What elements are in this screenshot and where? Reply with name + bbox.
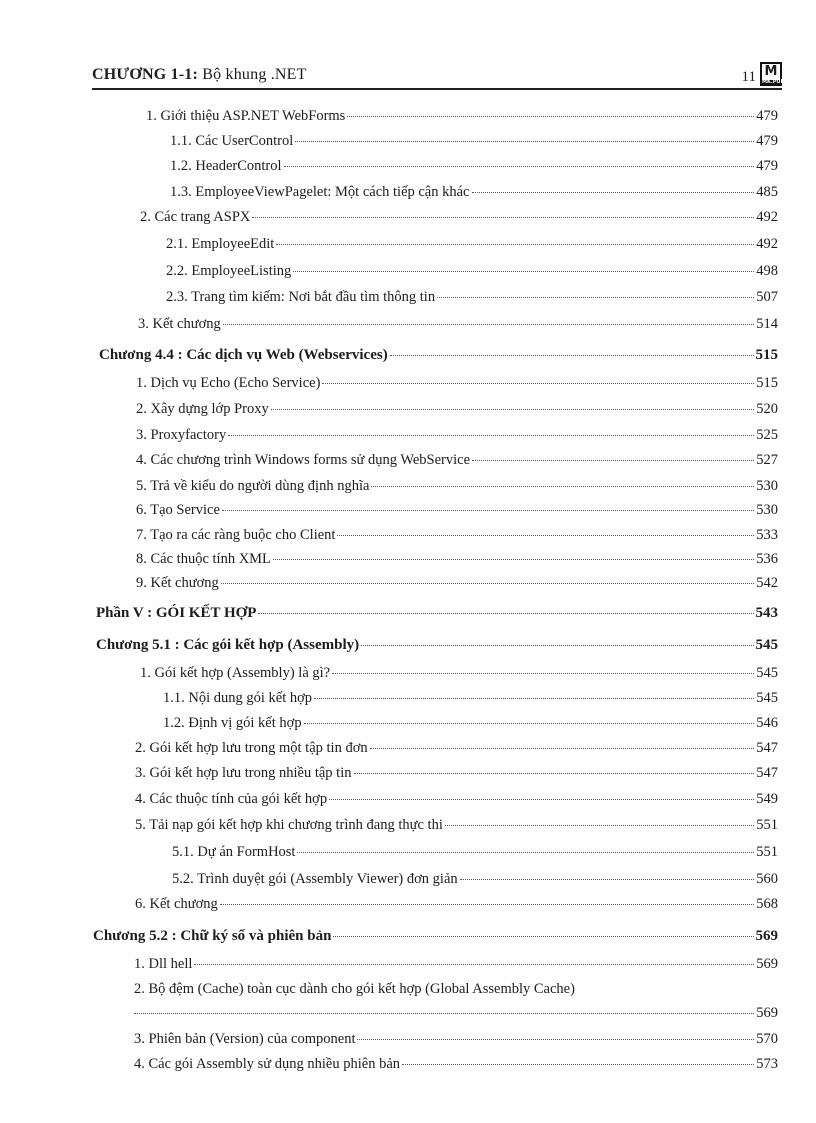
toc-entry[interactable] xyxy=(163,690,778,710)
toc-entry-page: 530 xyxy=(756,478,778,494)
toc-entry-label: 6. Tạo Service xyxy=(136,502,220,518)
toc-entry-label: 3. Gói kết hợp lưu trong nhiều tập tin xyxy=(135,765,352,781)
header-page-number: 11 xyxy=(741,69,756,85)
toc-entry-page: 551 xyxy=(756,817,778,833)
toc-entry-page: 573 xyxy=(756,1056,778,1072)
running-header xyxy=(92,62,785,88)
toc-leader xyxy=(284,166,755,167)
toc-entry-page: 520 xyxy=(756,401,778,417)
toc-entry-label: 1.1. Nội dung gói kết hợp xyxy=(163,690,313,706)
toc-leader xyxy=(297,852,754,853)
toc-entry-label-wrapped[interactable]: 2. Bộ đệm (Cache) toàn cục dành cho gói kết hợp (Global Assembly Cache) xyxy=(134,981,575,997)
toc-entry-label: 1. Dll hell xyxy=(134,956,193,972)
header-chapter-label: CHƯƠNG 1-1: xyxy=(92,66,199,83)
toc-entry-page: 527 xyxy=(756,452,778,468)
toc-entry-label: 5. Tải nạp gói kết hợp khi chương trình đang thực thi xyxy=(135,817,443,833)
toc-entry-page: 492 xyxy=(756,209,778,225)
toc-entry-page: 515 xyxy=(756,375,778,391)
toc-entry[interactable] xyxy=(136,527,778,547)
header-chapter-title xyxy=(92,66,307,84)
toc-chapter-page: 545 xyxy=(755,637,778,653)
toc-leader xyxy=(258,613,753,614)
toc-entry-label: 5.1. Dự án FormHost xyxy=(172,844,296,860)
toc-entry-label: 2. Các trang ASPX xyxy=(140,209,251,225)
toc-leader xyxy=(402,1064,754,1065)
toc-part-entry[interactable] xyxy=(96,605,778,625)
toc-leader xyxy=(329,799,754,800)
toc-entry-label: 2.2. EmployeeListing xyxy=(166,263,292,279)
toc-leader xyxy=(252,217,754,218)
toc-chapter-label: Chương 4.4 : Các dịch vụ Web (Webservices) xyxy=(99,347,388,363)
toc-leader xyxy=(322,383,754,384)
toc-entry-label: 7. Tạo ra các ràng buộc cho Client xyxy=(136,527,336,543)
header-rule xyxy=(92,88,782,90)
toc-part-page: 543 xyxy=(755,605,778,621)
toc-entry-page: 479 xyxy=(756,158,778,174)
toc-entry[interactable] xyxy=(136,575,778,595)
toc-entry-label: 9. Kết chương xyxy=(136,575,219,591)
toc-entry[interactable] xyxy=(134,1056,778,1076)
toc-entry[interactable] xyxy=(166,289,778,309)
toc-entry[interactable] xyxy=(140,665,778,685)
toc-entry[interactable] xyxy=(135,791,778,811)
toc-entry-label: 5.2. Trình duyệt gói (Assembly Viewer) đơn giản xyxy=(172,871,458,887)
toc-entry[interactable] xyxy=(134,1031,778,1051)
toc-leader xyxy=(194,964,754,965)
toc-entry-page: 479 xyxy=(756,133,778,149)
toc-entry-page: 492 xyxy=(756,236,778,252)
toc-entry[interactable] xyxy=(170,133,778,153)
toc-chapter-label: Chương 5.1 : Các gói kết hợp (Assembly) xyxy=(96,637,360,653)
toc-leader xyxy=(222,510,754,511)
toc-entry-page: 479 xyxy=(756,108,778,124)
toc-entry-label: 6. Kết chương xyxy=(135,896,218,912)
toc-entry-continuation xyxy=(134,1005,778,1025)
toc-entry[interactable] xyxy=(172,871,778,891)
toc-chapter-page: 515 xyxy=(755,347,778,363)
toc-entry[interactable] xyxy=(136,375,778,395)
toc-entry-label: 1. Giới thiệu ASP.NET WebForms xyxy=(146,108,346,124)
toc-leader xyxy=(223,324,754,325)
toc-leader xyxy=(354,773,755,774)
toc-entry[interactable] xyxy=(170,158,778,178)
toc-entry-page: 546 xyxy=(756,715,778,731)
toc-entry-page: 498 xyxy=(756,263,778,279)
toc-entry[interactable] xyxy=(146,108,778,128)
toc-leader xyxy=(293,271,754,272)
toc-entry-label: 2.1. EmployeeEdit xyxy=(166,236,275,252)
toc-leader xyxy=(304,723,755,724)
toc-entry[interactable] xyxy=(134,956,778,976)
toc-entry-label: 1.2. Định vị gói kết hợp xyxy=(163,715,302,731)
toc-leader xyxy=(357,1039,754,1040)
toc-entry-label: 3. Phiên bản (Version) của component xyxy=(134,1031,356,1047)
toc-leader xyxy=(271,409,755,410)
toc-leader xyxy=(390,355,754,356)
toc-entry-label: 3. Kết chương xyxy=(138,316,221,332)
toc-entry-label: 3. Proxyfactory xyxy=(136,427,227,443)
toc-chapter-entry[interactable] xyxy=(93,928,778,948)
toc-entry-page: 569 xyxy=(756,956,778,972)
toc-entry[interactable] xyxy=(163,715,778,735)
toc-entry-label: 1.1. Các UserControl xyxy=(170,133,294,149)
toc-entry-page: 570 xyxy=(756,1031,778,1047)
toc-leader xyxy=(314,698,754,699)
publisher-logo xyxy=(760,62,785,86)
toc-entry[interactable] xyxy=(136,452,778,472)
toc-chapter-entry[interactable] xyxy=(99,347,778,367)
toc-leader xyxy=(273,559,754,560)
toc-entry-label: 2.3. Trang tìm kiếm: Nơi bắt đầu tìm thông tin xyxy=(166,289,436,305)
toc-leader xyxy=(445,825,754,826)
toc-entry[interactable] xyxy=(136,478,778,498)
toc-entry-label: 2. Gói kết hợp lưu trong một tập tin đơn xyxy=(135,740,368,756)
toc-entry-label: 1.3. EmployeeViewPagelet: Một cách tiếp cận khác xyxy=(170,184,470,200)
toc-leader xyxy=(361,645,753,646)
toc-entry-page: 485 xyxy=(756,184,778,200)
header-chapter-name: Bộ khung .NET xyxy=(198,66,307,83)
toc-entry-page: 568 xyxy=(756,896,778,912)
toc-entry[interactable] xyxy=(166,263,778,283)
toc-entry-label: 4. Các chương trình Windows forms sử dụng WebService xyxy=(136,452,471,468)
toc-entry-page: 547 xyxy=(756,765,778,781)
toc-entry-page: 507 xyxy=(756,289,778,305)
toc-entry[interactable] xyxy=(136,427,778,447)
toc-entry[interactable] xyxy=(172,844,778,864)
toc-entry-label: 4. Các thuộc tính của gói kết hợp xyxy=(135,791,328,807)
toc-entry-page: 530 xyxy=(756,502,778,518)
toc-entry-page: 560 xyxy=(756,871,778,887)
toc-leader xyxy=(472,460,754,461)
toc-leader xyxy=(371,486,754,487)
toc-entry[interactable] xyxy=(138,316,778,336)
toc-entry-page: 569 xyxy=(756,1005,778,1021)
toc-leader xyxy=(437,297,754,298)
toc-entry-page: 514 xyxy=(756,316,778,332)
toc-chapter-page: 569 xyxy=(755,928,778,944)
toc-entry-page: 549 xyxy=(756,791,778,807)
toc-entry[interactable] xyxy=(135,765,778,785)
toc-leader xyxy=(228,435,754,436)
toc-entry-page: 547 xyxy=(756,740,778,756)
toc-entry[interactable] xyxy=(136,502,778,522)
toc-entry[interactable] xyxy=(166,236,778,256)
toc-entry[interactable] xyxy=(135,817,778,837)
toc-chapter-entry[interactable] xyxy=(96,637,778,657)
toc-entry-page: 545 xyxy=(756,665,778,681)
toc-entry[interactable] xyxy=(136,401,778,421)
toc-entry-page: 525 xyxy=(756,427,778,443)
toc-entry-label: 5. Trả về kiểu do người dùng định nghĩa xyxy=(136,478,370,494)
toc-entry[interactable] xyxy=(140,209,778,229)
toc-entry-label: 1.2. HeaderControl xyxy=(170,158,282,174)
toc-leader xyxy=(472,192,755,193)
toc-leader xyxy=(134,1013,754,1014)
toc-leader xyxy=(460,879,755,880)
toc-leader xyxy=(332,673,754,674)
toc-entry-label: 2. Xây dựng lớp Proxy xyxy=(136,401,269,417)
publisher-logo-letter: M xyxy=(764,64,778,79)
toc-leader xyxy=(337,535,754,536)
toc-entry[interactable] xyxy=(135,740,778,760)
toc-entry-page: 533 xyxy=(756,527,778,543)
toc-leader xyxy=(333,936,753,937)
toc-leader xyxy=(295,141,754,142)
toc-entry-label: 1. Gói kết hợp (Assembly) là gì? xyxy=(140,665,331,681)
toc-entry[interactable] xyxy=(136,551,778,571)
toc-entry-label: 8. Các thuộc tính XML xyxy=(136,551,271,567)
toc-entry-page: 536 xyxy=(756,551,778,567)
toc-entry-page: 542 xyxy=(756,575,778,591)
toc-entry-page: 551 xyxy=(756,844,778,860)
toc-leader xyxy=(347,116,754,117)
toc-leader xyxy=(370,748,755,749)
toc-entry-label: 1. Dịch vụ Echo (Echo Service) xyxy=(136,375,321,391)
toc-leader xyxy=(276,244,754,245)
toc-leader xyxy=(221,583,754,584)
toc-leader xyxy=(220,904,754,905)
toc-entry[interactable] xyxy=(170,184,778,204)
toc-part-label: Phần V : GÓI KẾT HỢP xyxy=(96,605,257,621)
toc-entry-page: 545 xyxy=(756,690,778,706)
toc-entry-label: 4. Các gói Assembly sử dụng nhiều phiên bản xyxy=(134,1056,401,1072)
toc-entry[interactable] xyxy=(135,896,778,916)
toc-chapter-label: Chương 5.2 : Chữ ký số và phiên bản xyxy=(93,928,332,944)
publisher-logo-sub: MK.PUB xyxy=(762,79,785,85)
